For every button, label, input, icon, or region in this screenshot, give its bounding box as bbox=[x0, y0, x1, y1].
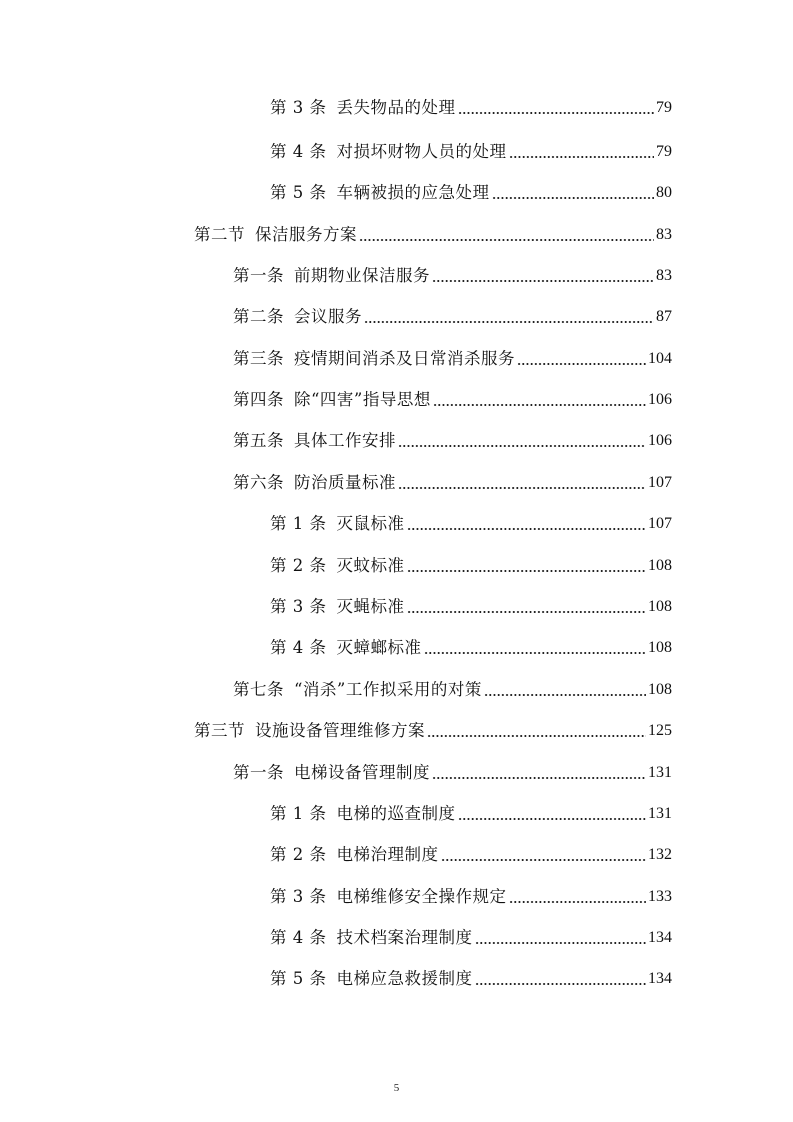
toc-entry[interactable] bbox=[270, 843, 672, 867]
toc-entry-page: 83 bbox=[656, 226, 672, 243]
toc-dot-leader bbox=[432, 280, 654, 282]
toc-entry-page: 83 bbox=[656, 267, 672, 284]
toc-entry-title: 除“四害”指导思想 bbox=[294, 390, 431, 409]
toc-entry[interactable] bbox=[270, 181, 672, 205]
toc-entry-page: 79 bbox=[656, 143, 672, 160]
toc-entry-label: 第 3 条 bbox=[270, 597, 327, 616]
toc-entry[interactable] bbox=[270, 636, 672, 660]
toc-dot-leader bbox=[458, 818, 647, 820]
toc-dot-leader bbox=[407, 611, 647, 613]
toc-entry-title: “消杀”工作拟采用的对策 bbox=[294, 680, 482, 699]
toc-entry-page: 133 bbox=[648, 888, 672, 905]
toc-entry-page: 80 bbox=[656, 184, 672, 201]
toc-dot-leader bbox=[509, 901, 647, 903]
toc-entry-title: 电梯的巡查制度 bbox=[336, 804, 456, 823]
toc-entry-label: 第 5 条 bbox=[270, 969, 327, 988]
toc-entry-label: 第 3 条 bbox=[270, 98, 327, 117]
toc-entry-label: 第 1 条 bbox=[270, 514, 327, 533]
toc-entry[interactable] bbox=[233, 388, 672, 412]
toc-entry-title: 疫情期间消杀及日常消杀服务 bbox=[294, 349, 515, 368]
toc-entry[interactable] bbox=[270, 885, 672, 909]
toc-entry-title: 灭蝇标准 bbox=[336, 597, 405, 616]
toc-entry-page: 106 bbox=[648, 432, 672, 449]
toc-entry-page: 125 bbox=[648, 722, 672, 739]
toc-entry-page: 107 bbox=[648, 515, 672, 532]
toc-entry-page: 79 bbox=[656, 99, 672, 116]
toc-entry-title: 灭鼠标准 bbox=[336, 514, 405, 533]
toc-entry-title: 保洁服务方案 bbox=[255, 225, 357, 244]
toc-entry-title: 车辆被损的应急处理 bbox=[336, 183, 490, 202]
toc-entry-title: 灭蟑螂标准 bbox=[336, 638, 422, 657]
toc-entry-label: 第 4 条 bbox=[270, 928, 327, 947]
toc-entry-title: 电梯应急救援制度 bbox=[336, 969, 473, 988]
toc-entry-label: 第 2 条 bbox=[270, 556, 327, 575]
toc-entry-label: 第 3 条 bbox=[270, 887, 327, 906]
toc-entry[interactable] bbox=[194, 223, 672, 247]
page-number: 5 bbox=[393, 1082, 400, 1094]
toc-entry[interactable] bbox=[270, 802, 672, 826]
toc-entry-label: 第二条 bbox=[233, 307, 284, 326]
toc-dot-leader bbox=[427, 735, 646, 737]
toc-entry[interactable] bbox=[270, 967, 672, 991]
toc-entry-page: 134 bbox=[648, 970, 672, 987]
toc-entry-label: 第一条 bbox=[233, 763, 284, 782]
toc-entry-title: 技术档案治理制度 bbox=[336, 928, 473, 947]
toc-entry-label: 第 1 条 bbox=[270, 804, 327, 823]
toc-entry-title: 设施设备管理维修方案 bbox=[255, 721, 425, 740]
toc-entry-label: 第七条 bbox=[233, 680, 284, 699]
toc-dot-leader bbox=[517, 363, 646, 365]
toc-entry[interactable] bbox=[194, 719, 672, 743]
toc-entry-label: 第三节 bbox=[194, 721, 245, 740]
toc-entry-label: 第 5 条 bbox=[270, 183, 327, 202]
toc-entry[interactable] bbox=[270, 926, 672, 950]
toc-dot-leader bbox=[433, 404, 646, 406]
toc-entry-title: 电梯设备管理制度 bbox=[294, 763, 430, 782]
toc-entry-page: 107 bbox=[648, 474, 672, 491]
toc-entry-label: 第一条 bbox=[233, 266, 284, 285]
toc-dot-leader bbox=[432, 777, 646, 779]
toc-dot-leader bbox=[484, 694, 646, 696]
toc-entry[interactable] bbox=[233, 264, 672, 288]
toc-entry[interactable] bbox=[270, 554, 672, 578]
toc-entry[interactable] bbox=[270, 512, 672, 536]
toc-entry-page: 104 bbox=[648, 350, 672, 367]
toc-entry-label: 第二节 bbox=[194, 225, 245, 244]
toc-entry-title: 具体工作安排 bbox=[294, 431, 396, 450]
toc-entry[interactable] bbox=[233, 678, 672, 702]
toc-dot-leader bbox=[407, 570, 647, 572]
toc-entry[interactable] bbox=[233, 305, 672, 329]
toc-entry-title: 防治质量标准 bbox=[294, 473, 396, 492]
toc-dot-leader bbox=[475, 942, 647, 944]
toc-entry-page: 87 bbox=[656, 308, 672, 325]
toc-entry[interactable] bbox=[233, 471, 672, 495]
toc-entry-title: 丢失物品的处理 bbox=[336, 98, 456, 117]
toc-entry[interactable] bbox=[233, 761, 672, 785]
toc-entry-page: 132 bbox=[648, 846, 672, 863]
toc-entry-label: 第三条 bbox=[233, 349, 284, 368]
toc-entry-label: 第六条 bbox=[233, 473, 284, 492]
toc-entry[interactable] bbox=[233, 347, 672, 371]
toc-entry-page: 108 bbox=[648, 639, 672, 656]
toc-entry-title: 会议服务 bbox=[294, 307, 362, 326]
toc-entry-title: 前期物业保洁服务 bbox=[294, 266, 430, 285]
toc-entry-title: 电梯维修安全操作规定 bbox=[336, 887, 507, 906]
toc-dot-leader bbox=[475, 983, 647, 985]
toc-entry-label: 第 2 条 bbox=[270, 845, 327, 864]
toc-entry-page: 131 bbox=[648, 764, 672, 781]
toc-entry-page: 134 bbox=[648, 929, 672, 946]
toc-entry-title: 对损坏财物人员的处理 bbox=[336, 142, 507, 161]
toc-dot-leader bbox=[359, 239, 654, 241]
toc-entry-page: 108 bbox=[648, 557, 672, 574]
toc-entry-page: 108 bbox=[648, 681, 672, 698]
toc-entry[interactable] bbox=[270, 140, 672, 164]
toc-entry-page: 108 bbox=[648, 598, 672, 615]
toc-entry[interactable] bbox=[270, 96, 672, 120]
toc-dot-leader bbox=[398, 445, 646, 447]
toc-dot-leader bbox=[492, 197, 655, 199]
toc-dot-leader bbox=[458, 112, 655, 114]
toc-entry-title: 电梯治理制度 bbox=[336, 845, 439, 864]
toc-entry[interactable] bbox=[270, 595, 672, 619]
toc-dot-leader bbox=[407, 528, 647, 530]
toc-entry-label: 第 4 条 bbox=[270, 638, 327, 657]
toc-dot-leader bbox=[441, 859, 647, 861]
toc-entry-label: 第五条 bbox=[233, 431, 284, 450]
toc-entry-title: 灭蚊标准 bbox=[336, 556, 405, 575]
toc-dot-leader bbox=[364, 321, 654, 323]
toc-entry-label: 第 4 条 bbox=[270, 142, 327, 161]
toc-entry-page: 106 bbox=[648, 391, 672, 408]
toc-dot-leader bbox=[424, 652, 647, 654]
toc-dot-leader bbox=[398, 487, 646, 489]
toc-entry[interactable] bbox=[233, 429, 672, 453]
toc-entry-page: 131 bbox=[648, 805, 672, 822]
toc-dot-leader bbox=[509, 156, 655, 158]
toc-entry-label: 第四条 bbox=[233, 390, 284, 409]
